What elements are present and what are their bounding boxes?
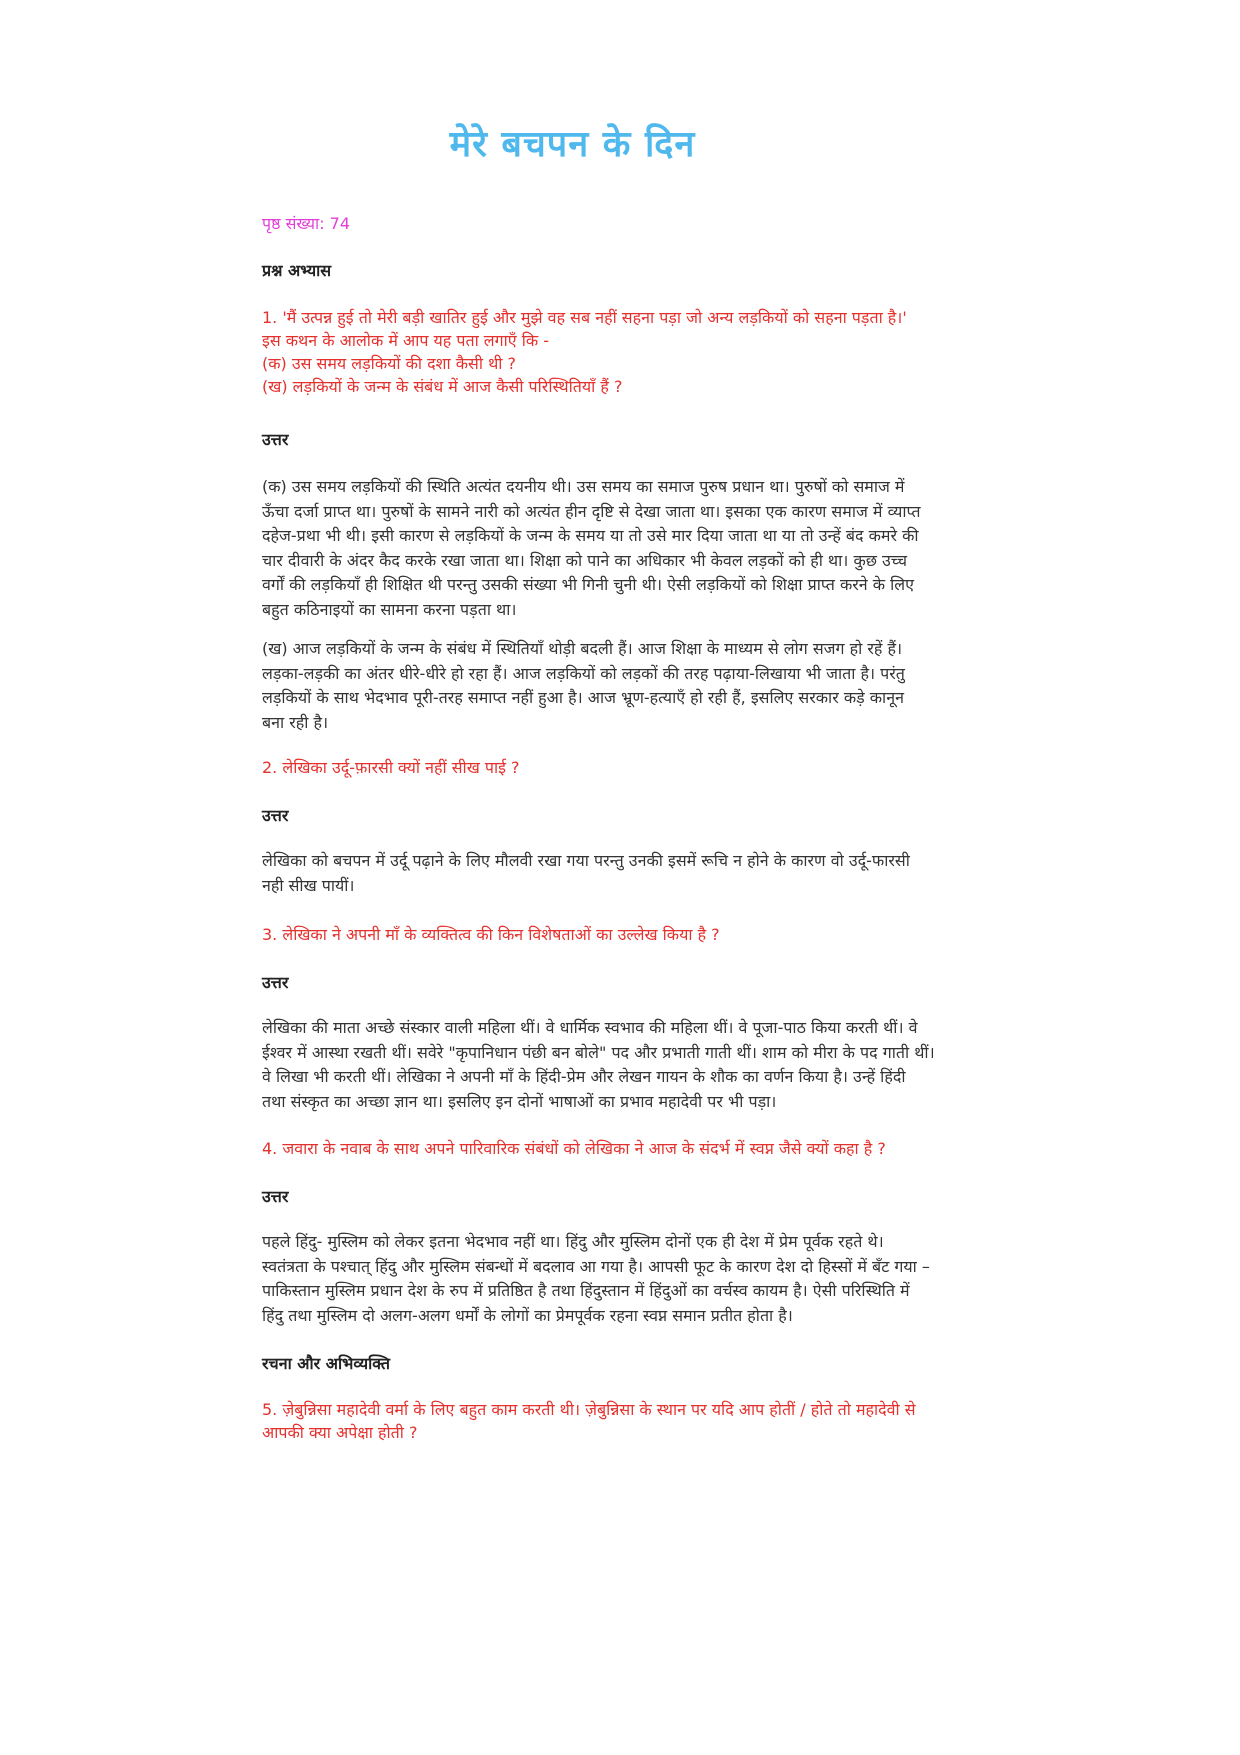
answer-line: बहुत कठिनाइयों का सामना करना पड़ता था।: [262, 599, 517, 619]
section-heading-expression: रचना और अभिव्यक्ति: [262, 1354, 390, 1373]
question-2: [262, 756, 1022, 779]
answer-line: वे लिखा भी करती थीं। लेखिका ने अपनी माँ के हिंदी-प्रेम और लेखन गायन के शौक का वर्णन किया है। उन्हें हिंदी: [262, 1067, 906, 1086]
answer-line: चार दीवारी के अंदर कैद करके रखा जाता था। शिक्षा को पाने का अधिकार भी केवल लड़कों को ही था। कुछ उच्च: [262, 550, 907, 570]
answer-line: (क) उस समय लड़कियों की स्थिति अत्यंत दयनीय थी। उस समय का समाज पुरुष प्रधान था। पुरुषों को समाज में: [262, 477, 905, 496]
answer-label-3: उत्तर: [262, 973, 289, 992]
answer-line: लेखिका की माता अच्छे संस्कार वाली महिला थीं। वे धार्मिक स्वभाव की महिला थीं। वे पूजा-पाठ किया करती थीं। वे: [262, 1018, 918, 1037]
question-line: 1. 'मैं उत्पन्न हुई तो मेरी बड़ी खातिर हुई और मुझे वह सब नहीं सहना पड़ा जो अन्य लड़कियों को सहना पड़ता है।': [262, 308, 907, 327]
question-line: 4. जवारा के नवाब के साथ अपने पारिवारिक संबंधों को लेखिका ने आज के संदर्भ में स्वप्न जैसे क्यों कहा है ?: [262, 1139, 886, 1158]
answer-1-kha: [262, 637, 1022, 735]
answer-3: [262, 1016, 1022, 1114]
answer-line: लेखिका को बचपन में उर्दू पढ़ाने के लिए मौलवी रखा गया परन्तु उनकी इसमें रूचि न होने के कारण वो उर्दू-फारसी: [262, 851, 910, 870]
answer-label-2: उत्तर: [262, 806, 289, 825]
question-line: (ख) लड़कियों के जन्म के संबंध में आज कैसी परिस्थितियाँ हैं ?: [262, 377, 623, 396]
answer-line: पहले हिंदु- मुस्लिम को लेकर इतना भेदभाव नहीं था। हिंदु और मुस्लिम दोनों एक ही देश में प्रेम पूर्वक रहते थे।: [262, 1232, 884, 1251]
answer-line: लड़कियों के साथ भेदभाव पूरी-तरह समाप्त नहीं हुआ है। आज भ्रूण-हत्याएँ हो रही हैं, इसलिए सरकार कड़े कानून: [262, 688, 904, 707]
answer-label-1: उत्तर: [262, 430, 289, 449]
question-4: [262, 1137, 1022, 1160]
answer-line: ऊँचा दर्जा प्राप्त था। पुरुषों के सामने नारी को अत्यंत हीन दृष्टि से देखा जाता था। इसका एक कारण समाज में व्याप्त: [262, 501, 921, 521]
question-1: [262, 306, 1022, 398]
answer-2: [262, 849, 1022, 898]
answer-line: लड़का-लड़की का अंतर धीरे-धीरे हो रहा हैं। आज लड़कियों को लड़कों की तरह पढ़ाया-लिखाया भी जाता है। परंतु: [262, 663, 905, 683]
page-title: मेरे बचपन के दिन: [449, 124, 696, 165]
answer-line: हिंदु तथा मुस्लिम दो अलग-अलग धर्मों के लोगों का प्रेमपूर्वक रहना स्वप्न समान प्रतीत होता है।: [262, 1305, 793, 1325]
answer-line: पाकिस्तान मुस्लिम प्रधान देश के रुप में प्रतिष्ठित है तथा हिंदुस्तान में हिंदुओं का वर्चस्व कायम है। ऐसी परिस्थिति में: [262, 1281, 910, 1300]
answer-line: वर्गों की लड़कियाँ ही शिक्षित थी परन्तु उसकी संख्या भी गिनी चुनी थी। ऐसी लड़कियों को शिक्षा प्राप्त करने के लिए: [262, 575, 914, 594]
answer-line: स्वतंत्रता के पश्चात् हिंदु और मुस्लिम संबन्धों में बदलाव आ गया है। आपसी फूट के कारण देश दो हिस्सों में बँट गया –: [262, 1256, 930, 1276]
answer-line: दहेज-प्रथा भी थी। इसी कारण से लड़कियों के जन्म के समय या तो उसे मार दिया जाता था या तो उन्हें बंद कमरे की: [262, 526, 919, 545]
question-line: 3. लेखिका ने अपनी माँ के व्यक्तित्व की किन विशेषताओं का उल्लेख किया है ?: [262, 925, 720, 944]
question-3: [262, 923, 1022, 946]
answer-line: तथा संस्कृत का अच्छा ज्ञान था। इसलिए इन दोनों भाषाओं का प्रभाव महादेवी पर भी पड़ा।: [262, 1091, 777, 1111]
answer-label-4: उत्तर: [262, 1187, 289, 1206]
answer-line: नही सीख पायीं।: [262, 875, 355, 895]
page-number-label: पृष्ठ संख्या: 74: [262, 214, 351, 233]
question-line: आपकी क्या अपेक्षा होती ?: [262, 1423, 418, 1442]
answer-1-ka: [262, 475, 1022, 622]
question-line: इस कथन के आलोक में आप यह पता लगाएँ कि -: [262, 331, 550, 350]
question-line: (क) उस समय लड़कियों की दशा कैसी थी ?: [262, 354, 517, 373]
section-heading-exercise: प्रश्न अभ्यास: [262, 261, 332, 280]
question-line: 5. ज़ेबुन्निसा महादेवी वर्मा के लिए बहुत काम करती थी। ज़ेबुन्निसा के स्थान पर यदि आप होतीं / होते तो महादेवी से: [262, 1400, 916, 1419]
answer-4: [262, 1230, 1022, 1328]
question-5: [262, 1398, 1022, 1444]
answer-line: ईश्वर में आस्था रखती थीं। सवेरे "कृपानिधान पंछी बन बोले" पद और प्रभाती गाती थीं। शाम को मीरा के पद गाती थीं।: [262, 1042, 935, 1062]
answer-line: बना रही है।: [262, 712, 329, 732]
answer-line: (ख) आज लड़कियों के जन्म के संबंध में स्थितियाँ थोड़ी बदली हैं। आज शिक्षा के माध्यम से लोग सजग हो रहें हैं।: [262, 639, 903, 658]
question-line: 2. लेखिका उर्दू-फ़ारसी क्यों नहीं सीख पाई ?: [262, 758, 520, 777]
